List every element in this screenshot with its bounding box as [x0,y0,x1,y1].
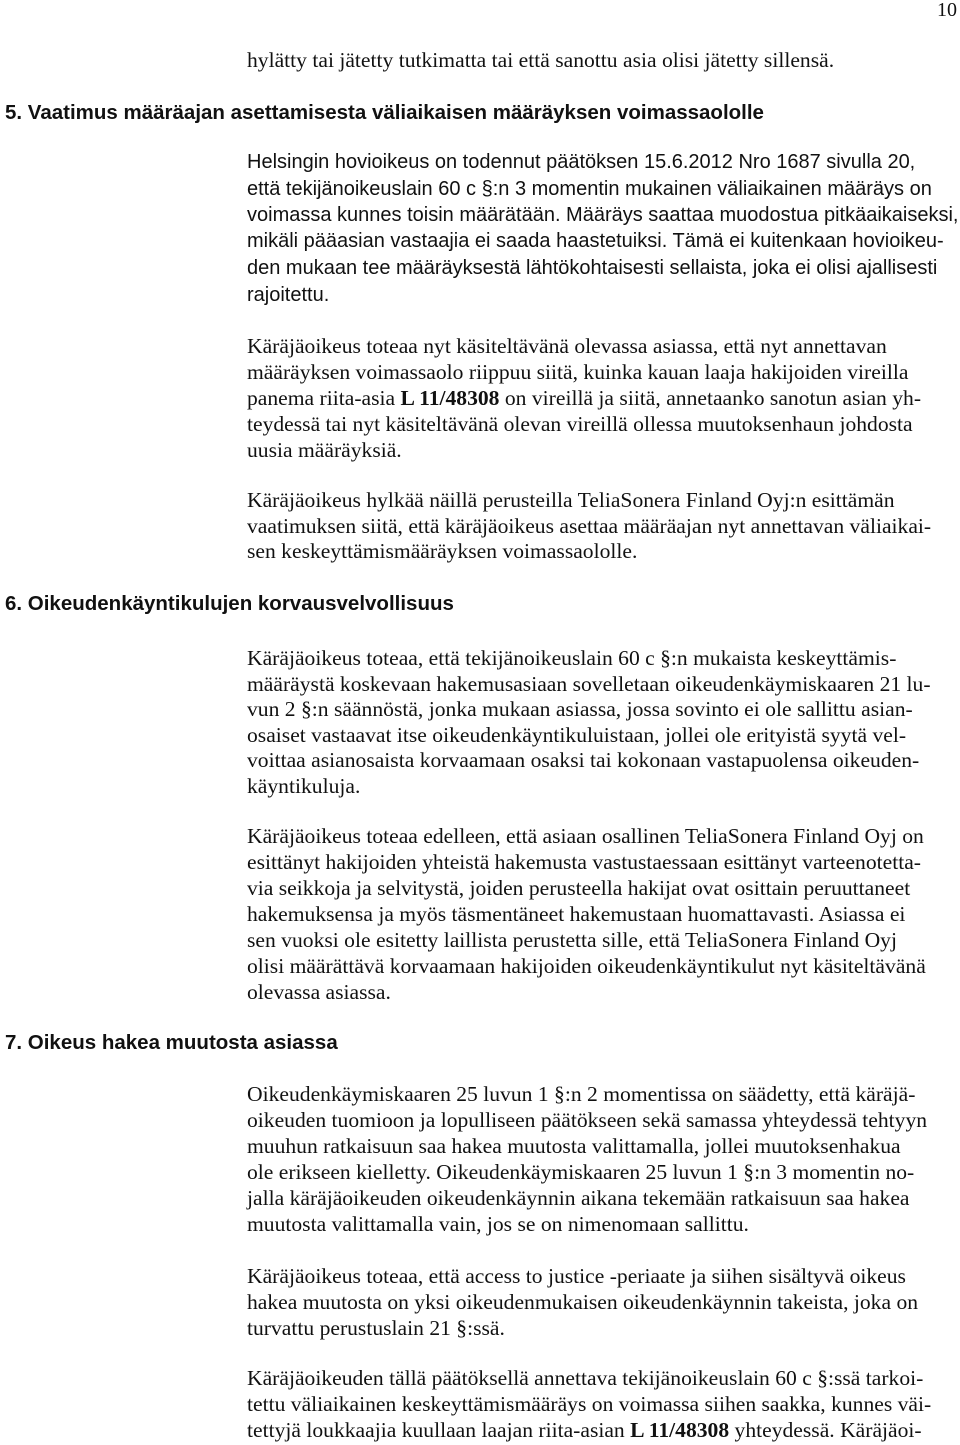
paragraph-line: määräyksen voimassaolo riippuu siitä, kuinka kauan laaja hakijoiden vireilla [247,360,909,384]
paragraph-line: voittaa asianosaista korvaamaan osaksi tai kokonaan vastapuolensa oikeuden- [247,748,920,772]
paragraph-line: den mukaan tee määräyksestä lähtökohtaisesti sellaista, joka ei olisi ajallisesti [247,257,938,279]
paragraph-line [247,385,921,411]
paragraph-line: sen keskeyttämismääräyksen voimassaololle. [247,539,638,563]
paragraph-line: Käräjäoikeuden tällä päätöksellä annettava tekijänoikeuslain 60 c §:ssä tarkoi- [247,1366,924,1390]
line-segment: panema riita-asia [247,386,401,410]
paragraph-line: Helsingin hovioikeus on todennut päätöksen 15.6.2012 Nro 1687 sivulla 20, [247,151,916,173]
paragraph-line: vun 2 §:n säännöstä, jonka mukaan asiassa, jossa sovinto ei ole sallittu asian- [247,697,913,721]
paragraph-line: Käräjäoikeus toteaa nyt käsiteltävänä olevassa asiassa, että nyt annettavan [247,334,887,358]
paragraph-line: Käräjäoikeus toteaa edelleen, että asiaan osallinen TeliaSonera Finland Oyj on [247,824,924,848]
paragraph-line: Käräjäoikeus toteaa, että access to justice -periaate ja siihen sisältyvä oikeus [247,1264,906,1288]
paragraph-line: via seikkoja ja selvitystä, joiden perusteella hakijat ovat osittain peruuttaneet [247,876,911,900]
paragraph-line: Käräjäoikeus toteaa, että tekijänoikeuslain 60 c §:n mukaista keskeyttämis- [247,646,897,670]
paragraph-line: voimassa kunnes toisin määrätään. Määräys saattaa muodostua pitkäaikaiseksi, [247,204,959,226]
paragraph-line: Käräjäoikeus hylkää näillä perusteilla TeliaSonera Finland Oyj:n esittämän [247,488,895,512]
paragraph-line: esittänyt hakijoiden yhteistä hakemusta vastustaessaan esittänyt varteenotetta- [247,850,921,874]
paragraph-line: olevassa asiassa. [247,980,391,1004]
paragraph-line: määräystä koskevaan hakemusasiaan sovelletaan oikeudenkäymiskaaren 21 lu- [247,672,931,696]
line-segment: tettyjä loukkaajia kuullaan laajan riita-asian [247,1418,631,1442]
line-segment: yhteydessä. Käräjäoi- [729,1418,922,1442]
paragraph-line [247,1417,922,1443]
section-6-heading: 6. Oikeudenkäyntikulujen korvausvelvollisuus [5,592,454,615]
paragraph-line: hakea muutosta on yksi oikeudenmukaisen oikeudenkäynnin takeista, joka on [247,1290,919,1314]
case-number: L 11/48308 [630,1418,730,1442]
paragraph-line: Oikeudenkäymiskaaren 25 luvun 1 §:n 2 momentissa on säädetty, että käräjä- [247,1082,916,1106]
paragraph-line: osaiset vastaavat itse oikeudenkäyntikuluistaan, jollei ole erityistä syytä vel- [247,723,907,747]
paragraph-line: käyntikuluja. [247,774,361,798]
intro-text-line: hylätty tai jätetty tutkimatta tai että sanottu asia olisi jätetty sillensä. [247,48,835,72]
page-number: 10 [937,0,957,21]
line-segment: on vireillä ja siitä, annetaanko sanotun asian yh- [499,386,922,410]
section-7-heading: 7. Oikeus hakea muutosta asiassa [5,1031,338,1054]
paragraph-line: ole erikseen kielletty. Oikeudenkäymiskaaren 25 luvun 1 §:n 3 momentin no- [247,1160,915,1184]
paragraph-line: olisi määrättävä korvaamaan hakijoiden oikeudenkäyntikulut nyt käsiteltävänä [247,954,926,978]
case-number: L 11/48308 [400,386,500,410]
paragraph-line: teydessä tai nyt käsiteltävänä olevan vireillä ollessa muutoksenhaun johdosta [247,412,913,436]
paragraph-line: jalla käräjäoikeuden oikeudenkäynnin aikana tekemään ratkaisuun saa hakea [247,1186,910,1210]
section-5-heading: 5. Vaatimus määräajan asettamisesta väliaikaisen määräyksen voimassaololle [5,101,764,124]
paragraph-line: sen vuoksi ole esitetty laillista perustetta sille, että TeliaSonera Finland Oyj [247,928,897,952]
paragraph-line: turvattu perustuslain 21 §:ssä. [247,1316,505,1340]
paragraph-line: hakemuksensa ja myös täsmentäneet hakemustaan huomattavasti. Asiassa ei [247,902,906,926]
paragraph-line: muutosta valittamalla vain, jos se on nimenomaan sallittu. [247,1212,749,1236]
paragraph-line: että tekijänoikeuslain 60 c §:n 3 momentin mukainen väliaikainen määräys on [247,178,932,200]
paragraph-line: uusia määräyksiä. [247,438,402,462]
paragraph-line: rajoitettu. [247,284,330,306]
paragraph-line: vaatimuksen siitä, että käräjäoikeus asettaa määräajan nyt annettavan väliaikai- [247,514,932,538]
paragraph-line: mikäli pääasian vastaajia ei saada haastetuiksi. Tämä ei kuitenkaan hovioikeu- [247,230,944,252]
paragraph-line: tettu väliaikainen keskeyttämismääräys on voimassa siihen saakka, kunnes väi- [247,1392,932,1416]
paragraph-line: oikeuden tuomioon ja lopulliseen päätökseen sekä samassa yhteydessä tehtyyn [247,1108,928,1132]
paragraph-line: muuhun ratkaisuun saa hakea muutosta valittamalla, jollei muutoksenhakua [247,1134,901,1158]
